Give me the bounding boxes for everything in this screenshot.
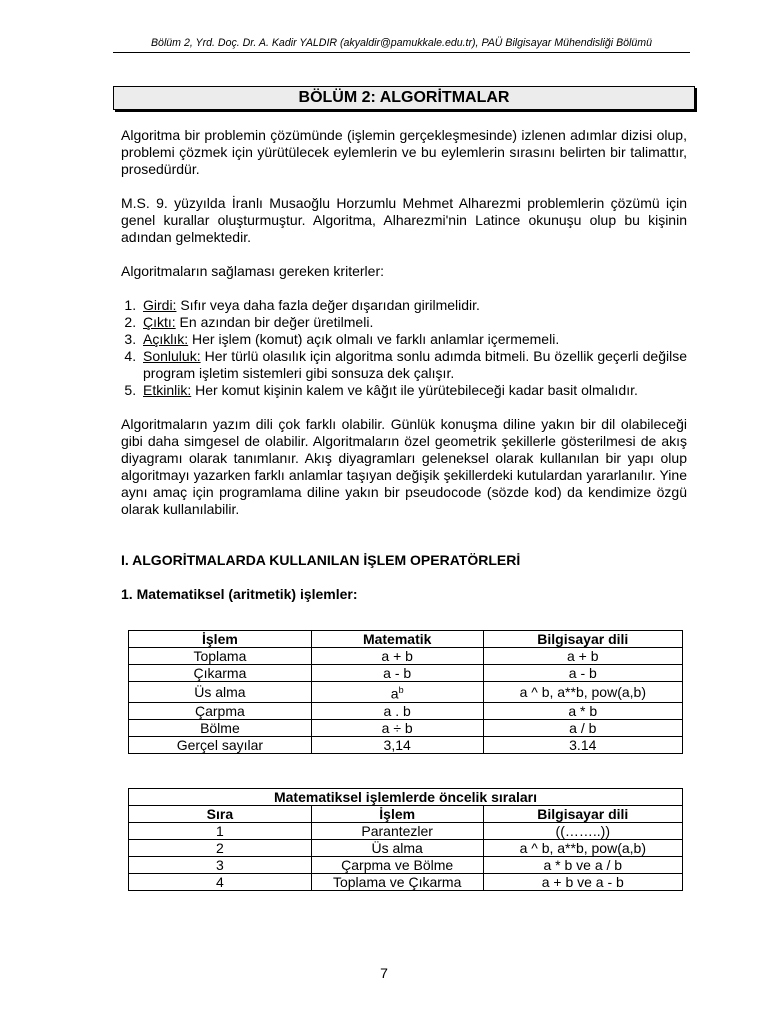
table-cell: Bölme: [129, 719, 312, 736]
table-row: [129, 736, 683, 753]
criteria-term: Açıklık:: [143, 331, 189, 347]
table-cell: a * b: [483, 702, 682, 719]
operators-table: [128, 630, 683, 754]
section-heading: I. ALGORİTMALARDA KULLANILAN İŞLEM OPERATÖRLERİ: [121, 552, 521, 568]
table-header-cell: İşlem: [129, 631, 312, 648]
table-caption-row: [129, 789, 683, 806]
table-cell: a + b ve a - b: [483, 874, 682, 891]
table-header-cell: Matematik: [311, 631, 483, 648]
table-cell: Üs alma: [129, 682, 312, 703]
criteria-item: [140, 297, 687, 314]
body-content: [121, 127, 687, 603]
criteria-text: Sıfır veya daha fazla değer dışarıdan girilmelidir.: [176, 297, 480, 313]
table-cell: a . b: [311, 702, 483, 719]
table-cell: a / b: [483, 719, 682, 736]
table-cell: a ^ b, a**b, pow(a,b): [483, 840, 682, 857]
table-cell: Gerçel sayılar: [129, 736, 312, 753]
table-cell: ((……..)): [483, 823, 682, 840]
table-cell: 3,14: [311, 736, 483, 753]
criteria-item: [140, 331, 687, 348]
criteria-list: [121, 297, 687, 399]
paragraph-notation: Algoritmaların yazım dili çok farklı olabilir. Günlük konuşma diline yakın bir dil olabileceği gibi daha simgesel de olabilir. Algoritmaların özel geometrik şekillerle gösterilmesi de akış diyagramı olarak tanımlanır. Akış diyagramları geleneksel olarak kullanılan bir yapı olup algoritmayı yazarken farklı anlamlar taşıyan değişik şekillerdeki kutulardan yararlanılır. Yine aynı amaç için programlama diline yakın bir pseudocode (sözde kod) da kendimize özgü olarak kullanılabilir.: [121, 416, 687, 517]
table-cell: a + b: [311, 648, 483, 665]
criteria-term: Çıktı:: [143, 314, 176, 330]
paragraph-definition: Algoritma bir problemin çözümünde (işlemin gerçekleşmesinde) izlenen adımlar dizisi olup, problemi çözmek için yürütülecek eylemlerin ve bu eylemlerin sırasını belirten bir talimattır, prosedürdür.: [121, 127, 687, 177]
table-row: [129, 719, 683, 736]
table-cell: Çarpma ve Bölme: [311, 857, 483, 874]
table-cell: Toplama ve Çıkarma: [311, 874, 483, 891]
table-cell: Toplama: [129, 648, 312, 665]
criteria-term: Etkinlik:: [143, 382, 192, 398]
paragraph-criteria-intro: Algoritmaların sağlaması gereken kriterler:: [121, 263, 384, 279]
criteria-text: En azından bir değer üretilmeli.: [175, 314, 374, 330]
table-cell: a ^ b, a**b, pow(a,b): [483, 682, 682, 703]
table-cell: 2: [129, 840, 312, 857]
table-cell: 3.14: [483, 736, 682, 753]
criteria-text: Her işlem (komut) açık olmalı ve farklı anlamlar içermemeli.: [188, 331, 560, 347]
table-header-row: [129, 631, 683, 648]
table-row: [129, 823, 683, 840]
table-cell: a * b ve a / b: [483, 857, 682, 874]
criteria-item: [140, 314, 687, 331]
paragraph-history: M.S. 9. yüzyılda İranlı Musaoğlu Horzumlu Mehmet Alharezmi problemlerin çözümü için genel kurallar oluşturmuştur. Algoritma, Alharezmi'nin Latince okunuşu olup bu kişinin adından gelmektedir.: [121, 195, 687, 245]
table-row: [129, 840, 683, 857]
table-header-cell: İşlem: [311, 806, 483, 823]
table-cell: 4: [129, 874, 312, 891]
criteria-text: Her türlü olasılık için algoritma sonlu adımda bitmeli. Bu özellik geçerli değilse program işletim sistemleri gibi sonsuza dek çalışır.: [143, 348, 687, 381]
table-cell: Parantezler: [311, 823, 483, 840]
chapter-title: BÖLÜM 2: ALGORİTMALAR: [113, 86, 695, 110]
table-cell: [311, 682, 483, 703]
precedence-table: [128, 788, 683, 891]
table-header-cell: Bilgisayar dili: [483, 631, 682, 648]
criteria-item: [140, 382, 687, 399]
table-cell: Çıkarma: [129, 665, 312, 682]
table-row: [129, 648, 683, 665]
criteria-text: Her komut kişinin kalem ve kâğıt ile yürütebileceği kadar basit olmalıdır.: [191, 382, 638, 398]
criteria-term: Sonluluk:: [143, 348, 201, 364]
table-row: [129, 665, 683, 682]
table-cell: a - b: [311, 665, 483, 682]
table-header-cell: Bilgisayar dili: [483, 806, 682, 823]
table-header-row: [129, 806, 683, 823]
table-cell: a + b: [483, 648, 682, 665]
table-cell: a ÷ b: [311, 719, 483, 736]
running-header: Bölüm 2, Yrd. Doç. Dr. A. Kadir YALDIR (akyaldir@pamukkale.edu.tr), PAÜ Bilgisayar Mühendisliği Bölümü: [113, 37, 690, 53]
table-cell: a - b: [483, 665, 682, 682]
table-cell: 1: [129, 823, 312, 840]
table-row: [129, 857, 683, 874]
base-symbol: a: [390, 685, 399, 702]
page-number: 7: [380, 965, 388, 981]
table-row: [129, 874, 683, 891]
exponent-symbol: b: [398, 685, 404, 695]
table-row: [129, 702, 683, 719]
table-caption: Matematiksel işlemlerde öncelik sıraları: [129, 789, 683, 806]
table-cell: 3: [129, 857, 312, 874]
table-row: [129, 682, 683, 703]
table-header-cell: Sıra: [129, 806, 312, 823]
criteria-item: [140, 348, 687, 382]
subsection-heading: 1. Matematiksel (aritmetik) işlemler:: [121, 586, 358, 602]
table-cell: Çarpma: [129, 702, 312, 719]
criteria-term: Girdi:: [143, 297, 177, 313]
table-cell: Üs alma: [311, 840, 483, 857]
